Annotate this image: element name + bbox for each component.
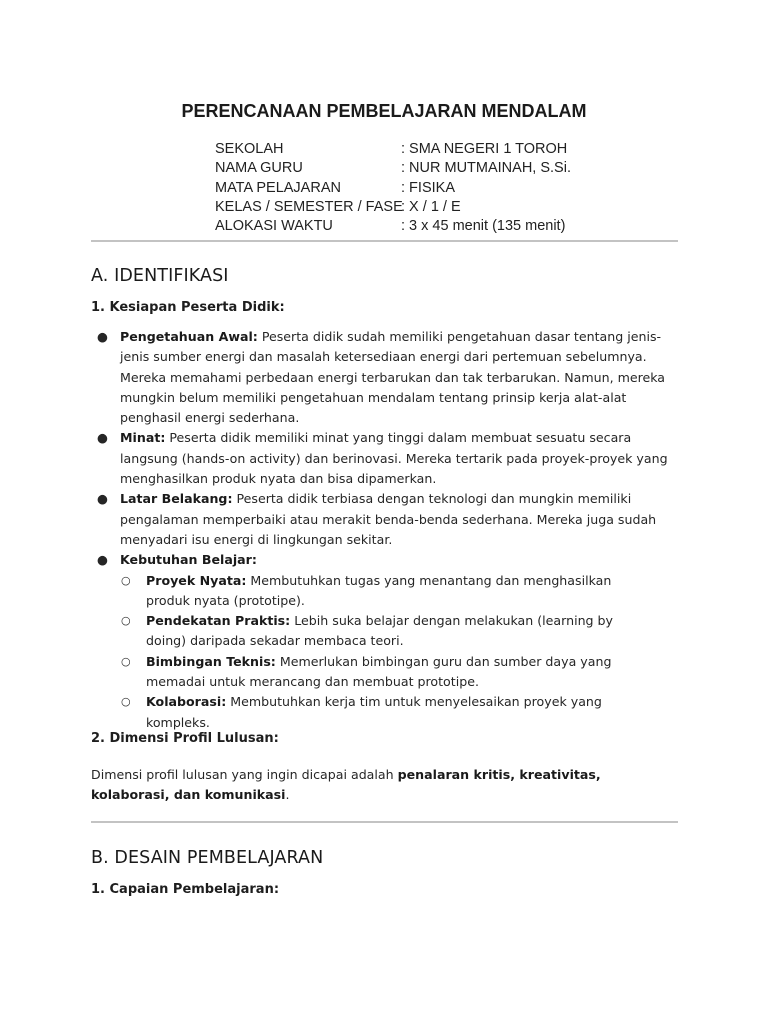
readiness-list (91, 327, 691, 733)
identity-value: : NUR MUTMAINAH, S.Si. (401, 160, 571, 177)
sub-item-text: Lebih suka belajar dengan melakukan (learning by doing) daripada sekadar membaca teori. (146, 613, 614, 649)
section-a-heading: A. IDENTIFIKASI (91, 266, 229, 286)
sub-list-item (91, 652, 656, 693)
item-label: Latar Belakang: (120, 491, 233, 507)
bullet-icon: ● (97, 491, 108, 507)
item-label: Pengetahuan Awal: (120, 329, 258, 344)
paragraph-bold: penalaran kritis, kreativitas, kolaborasi, dan komunikasi (91, 767, 601, 803)
bullet-icon: ● (97, 430, 108, 446)
sub-item-label: Pendekatan Praktis: (146, 613, 291, 629)
hollow-bullet-icon: ○ (121, 654, 131, 668)
identity-row (215, 217, 571, 236)
section-divider (91, 821, 678, 823)
identity-key: SEKOLAH (215, 141, 284, 157)
hollow-bullet-icon: ○ (121, 573, 131, 587)
section-divider (91, 240, 678, 242)
learning-needs-list (91, 571, 691, 733)
identity-value: : X / 1 / E (401, 198, 461, 215)
sub-item-label: Kolaborasi: (146, 694, 227, 710)
hollow-bullet-icon: ○ (121, 614, 131, 628)
list-item (91, 428, 678, 489)
item-label: Kebutuhan Belajar: (120, 552, 257, 568)
identity-key: NAMA GURU (215, 160, 303, 177)
item-text: Peserta didik sudah memiliki pengetahuan dasar tentang jenis-jenis sumber energi dan masalah ketersediaan energi dari pertemuan sebelumnya. Mereka memahami perbedaan energi terbarukan dan tak terbarukan. Namun, mereka mungkin belum memiliki pengetahuan mendalam tentang prinsip kerja alat-alat penghasil energi sederhana. (120, 329, 666, 426)
sub-item-text: Membutuhkan kerja tim untuk menyelesaikan proyek yang kompleks. (146, 694, 602, 730)
paragraph-text: Dimensi profil lulusan yang ingin dicapai adalah (91, 767, 398, 782)
identity-row (215, 159, 571, 178)
bullet-icon: ● (97, 552, 108, 568)
document-title: PERENCANAAN PEMBELAJARAN MENDALAM (181, 101, 587, 121)
identity-key: MATA PELAJARAN (215, 179, 341, 196)
identity-row (215, 179, 571, 198)
identity-key: ALOKASI WAKTU (215, 218, 333, 235)
profile-paragraph (91, 765, 681, 806)
item-text: Peserta didik memiliki minat yang tinggi dalam membuat sesuatu secara langsung (hands-on activity) dan berinovasi. Mereka tertarik pada proyek-proyek yang menghasilkan produk nyata dan bisa dipamerkan. (120, 430, 668, 487)
identity-value: : SMA NEGERI 1 TOROH (401, 141, 568, 157)
section-a-subheading-2: 2. Dimensi Profil Lulusan: (91, 731, 279, 746)
list-item (91, 327, 678, 428)
sub-item-text: Memerlukan bimbingan guru dan sumber daya yang memadai untuk merancang dan membuat prototipe. (146, 653, 612, 690)
identity-row (215, 198, 571, 217)
section-b-subheading-1: 1. Capaian Pembelajaran: (91, 882, 280, 897)
item-text: Peserta didik terbiasa dengan teknologi dan mungkin memiliki pengalaman memperbaiki atau merakit benda-benda sederhana. Mereka juga sudah menyadari isu energi di lingkungan sekitar. (120, 491, 657, 547)
identity-row (215, 140, 571, 159)
identity-table (215, 140, 571, 236)
identity-value: : 3 x 45 menit (135 menit) (401, 218, 566, 235)
sub-list-item (91, 611, 656, 652)
sub-item-label: Bimbingan Teknis: (146, 653, 276, 669)
bullet-icon: ● (97, 329, 108, 344)
list-item (91, 489, 678, 550)
list-item (91, 550, 678, 570)
section-a-subheading-1: 1. Kesiapan Peserta Didik: (91, 300, 285, 315)
identity-value: : FISIKA (401, 179, 455, 196)
identity-key: KELAS / SEMESTER / FASE (215, 198, 403, 215)
section-b-heading: B. DESAIN PEMBELAJARAN (91, 848, 324, 868)
paragraph-suffix: . (285, 787, 290, 803)
sub-item-label: Proyek Nyata: (146, 572, 247, 588)
sub-list-item (91, 692, 656, 733)
sub-list-item (91, 571, 656, 612)
sub-list-container (91, 571, 691, 733)
hollow-bullet-icon: ○ (121, 695, 131, 709)
sub-item-text: Membutuhkan tugas yang menantang dan menghasilkan produk nyata (prototipe). (146, 572, 612, 608)
item-label: Minat: (120, 430, 166, 446)
